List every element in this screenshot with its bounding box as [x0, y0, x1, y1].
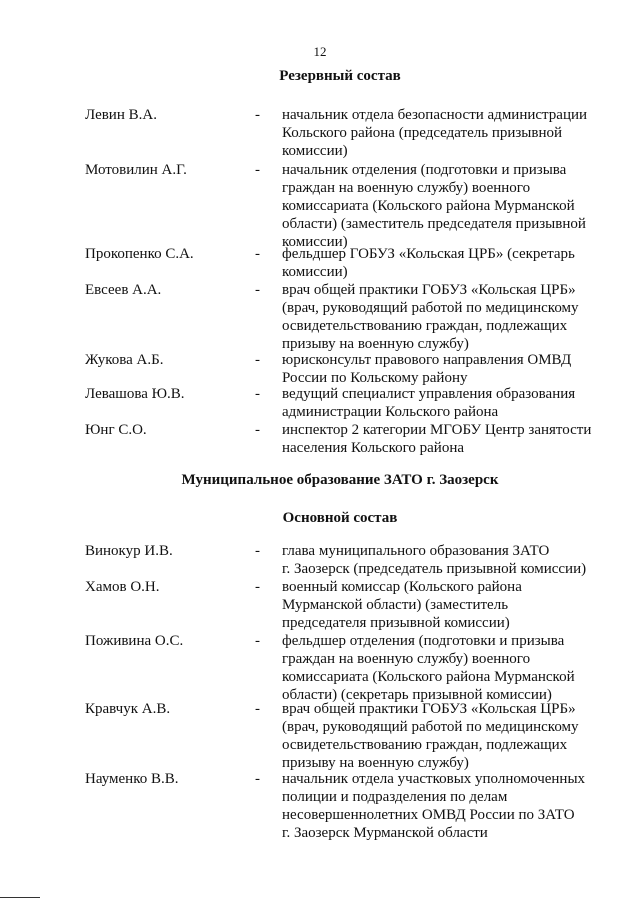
member-description — [282, 700, 612, 772]
description-line: начальник отделения (подготовки и призыва — [282, 162, 567, 178]
description-line: военный комиссар (Кольского района — [282, 579, 522, 595]
description-line: председателя призывной комиссии) — [282, 615, 510, 631]
description-line: комиссариата (Кольского района Мурманской — [282, 198, 575, 214]
member-dash: - — [255, 543, 260, 559]
description-line: г. Заозерск Мурманской области — [282, 825, 488, 841]
description-line: фельдшер отделения (подготовки и призыва — [282, 633, 565, 649]
description-line: полиции и подразделения по делам — [282, 789, 508, 805]
description-line: фельдшер ГОБУЗ «Кольская ЦРБ» (секретарь — [282, 246, 575, 262]
member-name: Евсеев А.А. — [85, 282, 162, 298]
member-description — [282, 421, 612, 457]
description-line: ведущий специалист управления образования — [282, 386, 576, 402]
member-dash: - — [255, 282, 260, 298]
member-description — [282, 632, 612, 704]
member-name: Винокур И.В. — [85, 543, 173, 559]
description-line: области) (заместитель председателя призывной — [282, 216, 586, 232]
member-dash: - — [255, 771, 260, 787]
member-name: Поживина О.С. — [85, 633, 184, 649]
description-line: граждан на военную службу) военного — [282, 651, 531, 667]
section-subheading-main: Основной состав — [282, 510, 398, 526]
description-line: комиссариата (Кольского района Мурманской — [282, 669, 575, 685]
member-description — [282, 281, 612, 353]
description-line: призыву на военную службу) — [282, 336, 469, 352]
member-description — [282, 245, 612, 281]
member-description — [282, 578, 612, 632]
member-dash: - — [255, 633, 260, 649]
description-line: Мурманской области) (заместитель — [282, 597, 509, 613]
description-line: г. Заозерск (председатель призывной комиссии) — [282, 561, 587, 577]
page-number: 12 — [313, 44, 327, 59]
description-line: врач общей практики ГОБУЗ «Кольская ЦРБ» — [282, 282, 576, 298]
description-line: администрации Кольского района — [282, 404, 499, 420]
member-description — [282, 106, 612, 160]
member-dash: - — [255, 246, 260, 262]
description-line: граждан на военную службу) военного — [282, 180, 531, 196]
member-dash: - — [255, 162, 260, 178]
description-line: несовершеннолетних ОМВД России по ЗАТО — [282, 807, 575, 823]
member-name: Юнг С.О. — [85, 422, 147, 438]
member-name: Кравчук А.В. — [85, 701, 171, 717]
description-line: комиссии) — [282, 234, 348, 250]
member-dash: - — [255, 701, 260, 717]
member-dash: - — [255, 352, 260, 368]
description-line: юрисконсульт правового направления ОМВД — [282, 352, 572, 368]
description-line: врач общей практики ГОБУЗ «Кольская ЦРБ» — [282, 701, 576, 717]
description-line: населения Кольского района — [282, 440, 464, 456]
scan-edge-bottom-left — [0, 897, 40, 898]
member-name: Левашова Ю.В. — [85, 386, 185, 402]
member-name: Науменко В.В. — [85, 771, 179, 787]
description-line: освидетельствованию граждан, подлежащих — [282, 737, 568, 753]
description-line: Кольского района (председатель призывной — [282, 125, 563, 141]
member-dash: - — [255, 579, 260, 595]
member-description — [282, 542, 612, 578]
description-line: России по Кольскому району — [282, 370, 468, 386]
member-description — [282, 770, 612, 842]
member-name: Мотовилин А.Г. — [85, 162, 187, 178]
member-dash: - — [255, 386, 260, 402]
description-line: глава муниципального образования ЗАТО — [282, 543, 550, 559]
description-line: (врач, руководящий работой по медицинскому — [282, 719, 579, 735]
description-line: области) (секретарь призывной комиссии) — [282, 687, 552, 703]
member-name: Хамов О.Н. — [85, 579, 160, 595]
member-description — [282, 351, 612, 387]
description-line: освидетельствованию граждан, подлежащих — [282, 318, 568, 334]
member-name: Левин В.А. — [85, 107, 157, 123]
member-description — [282, 161, 612, 251]
member-name: Прокопенко С.А. — [85, 246, 194, 262]
member-name: Жукова А.Б. — [85, 352, 164, 368]
description-line: (врач, руководящий работой по медицинскому — [282, 300, 579, 316]
section-heading-reserve: Резервный состав — [279, 68, 401, 84]
description-line: начальник отдела безопасности администрации — [282, 107, 588, 123]
description-line: инспектор 2 категории МГОБУ Центр занятости — [282, 422, 592, 438]
description-line: комиссии) — [282, 264, 348, 280]
description-line: призыву на военную службу) — [282, 755, 469, 771]
section-heading-zaozersk: Муниципальное образование ЗАТО г. Заозерск — [181, 472, 499, 488]
member-dash: - — [255, 107, 260, 123]
member-description — [282, 385, 612, 421]
member-dash: - — [255, 422, 260, 438]
description-line: начальник отдела участковых уполномоченных — [282, 771, 586, 787]
description-line: комиссии) — [282, 143, 348, 159]
